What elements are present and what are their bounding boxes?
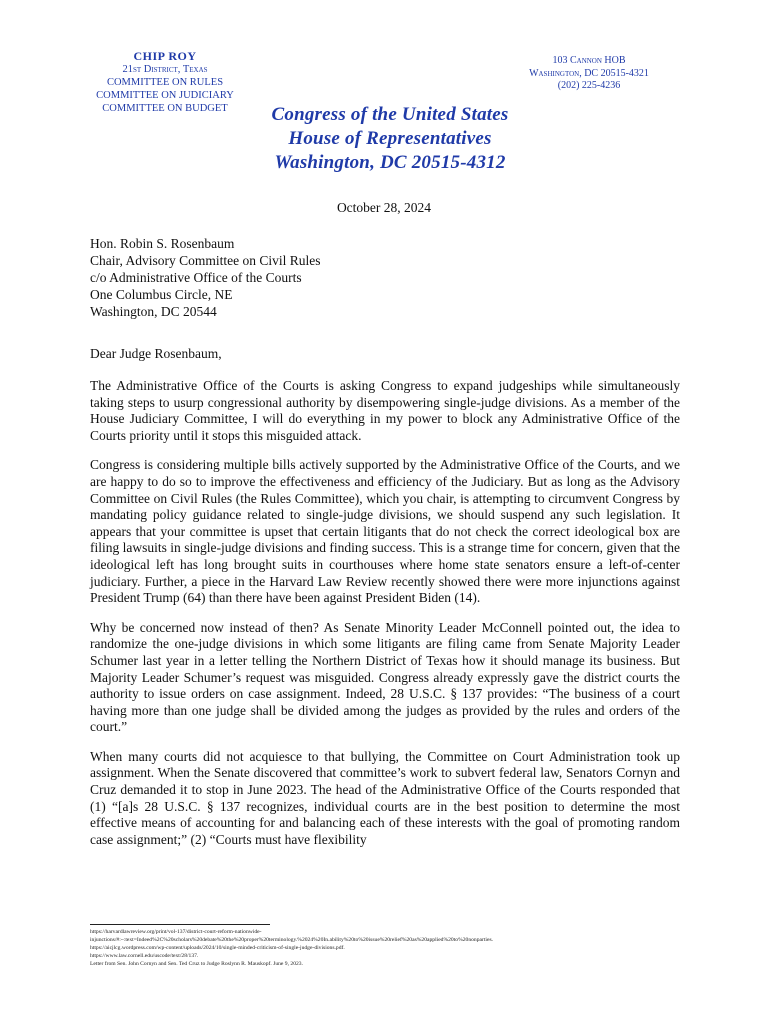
- footnote-line: https://harvardlawreview.org/print/vol-137/district-court-reform-nationwide-: [90, 929, 262, 935]
- footnote-line: https://www.law.cornell.edu/uscode/text/28/137.: [90, 953, 199, 959]
- masthead-house: House of Representatives: [288, 128, 492, 149]
- footnote-line: Letter from Sen. John Cornyn and Sen. Ted Cruz to Judge Roslynn R. Mauskopf. June 9, 2023.: [90, 961, 303, 967]
- body-paragraph: Congress is considering multiple bills actively supported by the Administrative Office of the Courts, and we are happy to do so to improve the effectiveness and efficiency of the Judiciary. But as long as the Advisory Committee on Civil Rules (the Rules Committee), which you chair, is attempting to circumvent Congress by mandating policy guidance related to single-judge divisions, we should suspend any such legislation. It appears that your committee is upset that certain litigants that do not check the correct ideological box are filing lawsuits in single-judge divisions and finding success. This is a strange time for concern, given that the ideological left has long brought suits in courthouses where home state senators ensure a left-of-center judiciary. Further, a piece in the Harvard Law Review recently showed there were more injunctions against President Trump (64) than there have been against President Biden (14).: [90, 457, 680, 606]
- footnote-line: injunctions/#:~:text=Indeed%2C%20scholars%20debate%20the%20proper%20terminology.%2024%20In.ability%20to%20issue%20relief%20as%20applied%20to%20nonparties.: [90, 937, 494, 943]
- body-paragraph: When many courts did not acquiesce to that bullying, the Committee on Court Administration took up assignment. When the Senate discovered that committee’s work to subvert federal law, Senators Cornyn and Cruz demanded it to stop in June 2023. The head of the Administrative Office of the Courts responded that (1) “[a]s 28 U.S.C. § 137 recognizes, individual courts are in the best position to determine the most effective means of accounting for and balancing each of these interests with the goal of promoting random case assignment;” (2) “Courts must have flexibility: [90, 748, 680, 847]
- recipient-address: [90, 235, 320, 320]
- committee-judiciary: COMMITTEE ON JUDICIARY: [96, 90, 234, 101]
- letter-date: October 28, 2024: [336, 200, 432, 215]
- recipient-line: Hon. Robin S. Rosenbaum: [90, 236, 235, 251]
- recipient-line: One Columbus Circle, NE: [90, 287, 233, 302]
- body-paragraph: Why be concerned now instead of then? As Senate Minority Leader McConnell pointed out, the idea to randomize the one-judge divisions in which some litigants are filing came from Senate Majority Leader Schumer last year in a letter telling the Northern District of Texas how it should manage its business. But Majority Leader Schumer’s request was misguided. Congress already expressly gave the district courts the authority to issue orders on case assignment. Indeed, 28 U.S.C. § 137 provides: “The business of a court having more than one judge shall be divided among the judges as provided by the rules and orders of the court.”: [90, 619, 680, 735]
- committee-budget: COMMITTEE ON BUDGET: [102, 103, 228, 114]
- letterhead-masthead: [240, 103, 540, 175]
- masthead-city: Washington, DC 20515-4312: [274, 152, 506, 173]
- recipient-line: c/o Administrative Office of the Courts: [90, 270, 302, 285]
- salutation: Dear Judge Rosenbaum,: [90, 346, 222, 361]
- sender-district: 21st District, Texas: [122, 64, 208, 75]
- body-paragraph: The Administrative Office of the Courts is asking Congress to expand judgeships while simultaneously taking steps to usurp congressional authority by disempowering single-judge divisions. As a member of the House Judiciary Committee, I will do everything in my power to block any Administrative Office of the Courts priority until it stops this misguided attack.: [90, 378, 680, 443]
- footnotes: [90, 928, 690, 968]
- recipient-line: Washington, DC 20544: [90, 304, 217, 319]
- office-address-line2: Washington, DC 20515-4321: [529, 67, 649, 79]
- letter-body: [90, 378, 680, 861]
- sender-block: [60, 50, 270, 115]
- office-address-line1: 103 Cannon HOB: [552, 55, 626, 66]
- office-phone: (202) 225-4236: [557, 80, 621, 91]
- office-address-block: [494, 55, 684, 93]
- footnote-divider: [90, 924, 270, 925]
- sender-name: CHIP ROY: [133, 49, 197, 63]
- committee-rules: COMMITTEE ON RULES: [106, 77, 224, 88]
- masthead-congress: Congress of the United States: [271, 104, 509, 125]
- footnote-line: https://aicjlcg.wordpress.com/wp-content/uploads/2024/10/single-minded-criticism-of-single-judge-divisions.pdf.: [90, 945, 345, 951]
- recipient-line: Chair, Advisory Committee on Civil Rules: [90, 253, 321, 268]
